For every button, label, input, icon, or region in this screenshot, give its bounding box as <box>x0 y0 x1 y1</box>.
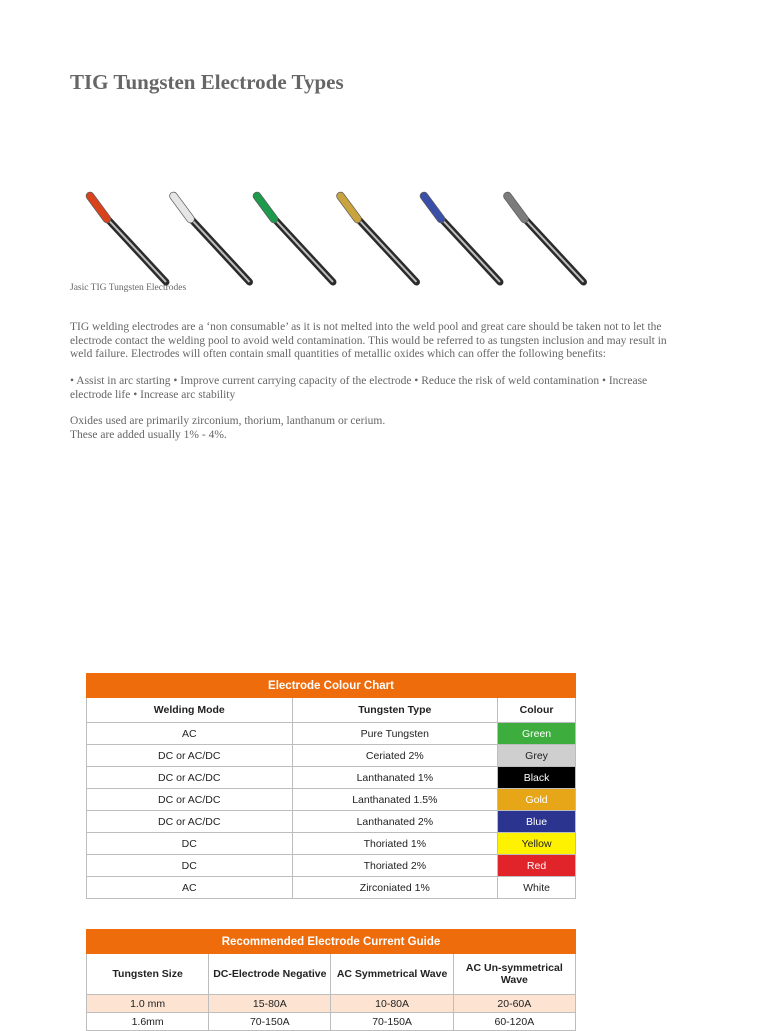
tungsten-type-cell: Zirconiated 1% <box>292 877 498 899</box>
tungsten-type-cell: Lanthanated 2% <box>292 811 498 833</box>
guide-cell: 10-80A <box>331 995 453 1013</box>
guide-cell: 1.6mm <box>87 1013 209 1031</box>
table-row <box>87 723 576 745</box>
welding-mode-cell: DC <box>87 855 293 877</box>
guide-cell: 60-120A <box>453 1013 575 1031</box>
guide-cell: 20-60A <box>453 995 575 1013</box>
electrode-current-guide <box>86 929 576 1031</box>
tungsten-type-cell: Ceriated 2% <box>292 745 498 767</box>
column-header-colour: Colour <box>498 698 576 723</box>
column-header-dc-electrode-negative: DC-Electrode Negative <box>209 954 331 995</box>
table-row <box>87 789 576 811</box>
electrodes-image <box>70 180 610 290</box>
tungsten-type-cell: Pure Tungsten <box>292 723 498 745</box>
colour-cell: Red <box>498 855 576 877</box>
colour-cell: Blue <box>498 811 576 833</box>
current-guide-title: Recommended Electrode Current Guide <box>87 930 576 954</box>
table-row <box>87 1013 576 1031</box>
tungsten-type-cell: Lanthanated 1% <box>292 767 498 789</box>
table-row <box>87 995 576 1013</box>
oxides-paragraph <box>70 415 690 442</box>
tungsten-type-cell: Thoriated 1% <box>292 833 498 855</box>
oxides-line: Oxides used are primarily zirconium, thorium, lanthanum or cerium. <box>70 415 386 427</box>
table-row <box>87 855 576 877</box>
colour-cell: White <box>498 877 576 899</box>
colour-cell: Green <box>498 723 576 745</box>
colour-cell: Grey <box>498 745 576 767</box>
welding-mode-cell: DC or AC/DC <box>87 811 293 833</box>
welding-mode-cell: DC or AC/DC <box>87 789 293 811</box>
column-header-ac-symmetrical: AC Symmetrical Wave <box>331 954 453 995</box>
table-row <box>87 767 576 789</box>
electrode-rod <box>90 196 166 282</box>
oxides-percent-line: These are added usually 1% - 4%. <box>70 428 227 441</box>
tungsten-type-cell: Lanthanated 1.5% <box>292 789 498 811</box>
tungsten-type-cell: Thoriated 2% <box>292 855 498 877</box>
welding-mode-cell: DC or AC/DC <box>87 767 293 789</box>
intro-paragraph: TIG welding electrodes are a ‘non consumable’ as it is not melted into the weld pool and great care should be taken not to let the electrode contact the welding pool to avoid weld contamination. This would be referred to as tungsten inclusion and may result in weld failure. Electrodes will often contain small quantities of metallic oxides which can offer the following benefits: <box>70 321 667 360</box>
welding-mode-cell: AC <box>87 877 293 899</box>
column-header-ac-unsymmetrical: AC Un-symmetrical Wave <box>453 954 575 995</box>
guide-cell: 70-150A <box>209 1013 331 1031</box>
table-row <box>87 833 576 855</box>
colour-cell: Black <box>498 767 576 789</box>
electrode-colour-chart <box>86 673 576 899</box>
guide-cell: 70-150A <box>331 1013 453 1031</box>
welding-mode-cell: AC <box>87 723 293 745</box>
colour-cell: Yellow <box>498 833 576 855</box>
electrode-rod <box>508 196 584 282</box>
table-row <box>87 811 576 833</box>
welding-mode-cell: DC or AC/DC <box>87 745 293 767</box>
welding-mode-cell: DC <box>87 833 293 855</box>
column-header-tungsten-size: Tungsten Size <box>87 954 209 995</box>
electrode-rod <box>257 196 333 282</box>
colour-chart-title: Electrode Colour Chart <box>87 674 576 698</box>
guide-cell: 15-80A <box>209 995 331 1013</box>
electrode-rod <box>341 196 417 282</box>
colour-cell: Gold <box>498 789 576 811</box>
column-header-tungsten-type: Tungsten Type <box>292 698 498 723</box>
table-row <box>87 745 576 767</box>
benefits-paragraph: • Assist in arc starting • Improve current carrying capacity of the electrode • Reduce the risk of weld contamination • Increase electrode life • Increase arc stability <box>70 375 648 401</box>
electrode-rod <box>174 196 250 282</box>
guide-cell: 1.0 mm <box>87 995 209 1013</box>
electrode-rod <box>424 196 500 282</box>
table-row <box>87 877 576 899</box>
page-title: TIG Tungsten Electrode Types <box>70 70 344 94</box>
column-header-welding-mode: Welding Mode <box>87 698 293 723</box>
image-caption: Jasic TIG Tungsten Electrodes <box>70 283 187 293</box>
